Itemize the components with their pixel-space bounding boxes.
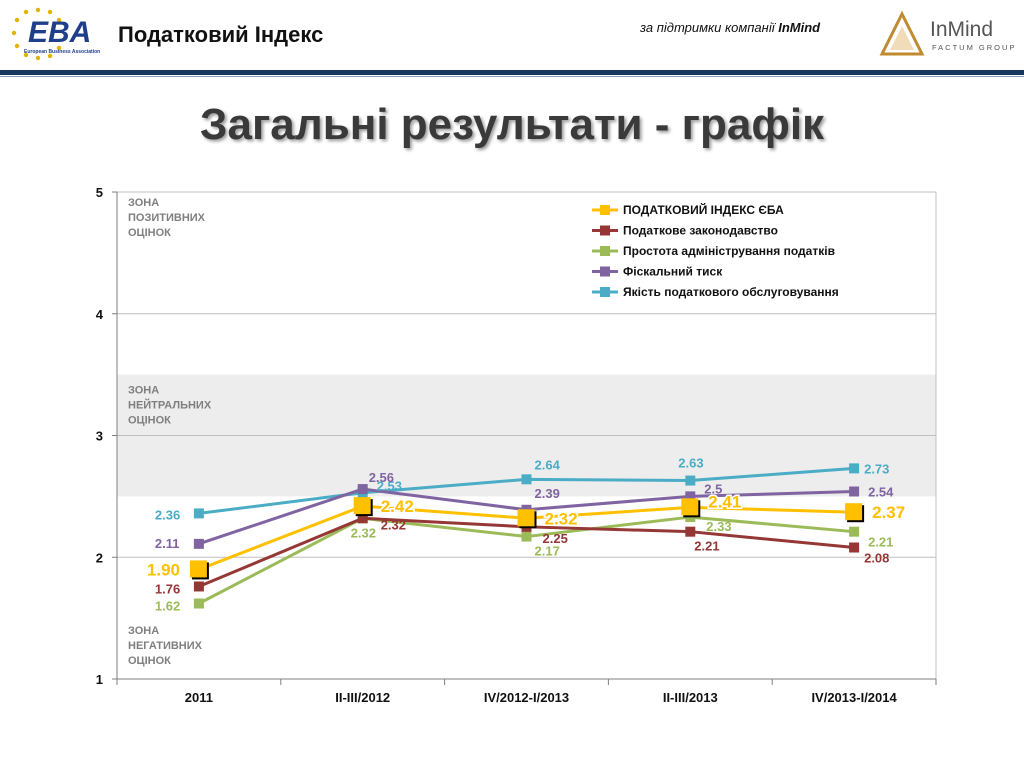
legend-label: Податкове законодавство: [623, 223, 778, 238]
inmind-logo: [878, 10, 1018, 60]
data-point: [354, 497, 371, 514]
legend-label: Якість податкового обслуговування: [623, 285, 839, 299]
data-point: [522, 474, 532, 484]
data-point: [845, 503, 862, 520]
x-tick-label: 2011: [184, 690, 214, 705]
data-label: 2.63: [678, 455, 704, 471]
y-tick-label: 1: [95, 672, 103, 687]
support-company: InMind: [778, 20, 821, 35]
data-label: 2.17: [534, 543, 560, 559]
slide-header: [0, 0, 1024, 70]
data-point: [194, 581, 204, 591]
data-label: 2.42: [380, 497, 414, 517]
data-point: [358, 484, 368, 494]
eba-logo-text: EBA: [28, 16, 92, 49]
data-label: 2.5: [704, 481, 723, 497]
data-point: [685, 476, 695, 486]
x-tick-label: II-III/2012: [335, 690, 391, 705]
legend-swatch-marker: [600, 205, 610, 215]
data-label: 2.32: [544, 509, 578, 529]
data-label: 2.56: [368, 470, 395, 486]
y-tick-label: 3: [95, 428, 103, 444]
data-label: 2.53: [376, 478, 403, 494]
line-chart: [0, 170, 1024, 715]
data-label: 2.32: [380, 517, 407, 533]
zone-label-line: ЗОНА: [128, 625, 160, 637]
data-label: 2.36: [154, 507, 181, 523]
data-point: [522, 532, 532, 542]
zone-label-line: ПОЗИТИВНИХ: [128, 212, 206, 224]
data-label: 2.64: [534, 457, 560, 473]
legend-swatch-marker: [600, 267, 610, 277]
legend-swatch-marker: [600, 287, 610, 297]
data-label: 2.37: [872, 503, 906, 523]
data-point: [849, 463, 859, 473]
eba-logo-subtext: European Business Association: [24, 49, 101, 55]
zone-label-line: НЕГАТИВНИХ: [128, 640, 202, 652]
zone-label-line: ЗОНА: [128, 197, 160, 209]
inmind-logo-text: InMind: [930, 18, 994, 41]
data-label: 2.73: [864, 461, 890, 477]
zone-label-line: ОЦІНОК: [128, 414, 171, 427]
zone-label-line: ОЦІНОК: [128, 227, 171, 239]
y-tick-label: 4: [95, 306, 103, 322]
x-tick-label: IV/2012-I/2013: [483, 690, 570, 705]
inmind-logo-subtext: FACTUM GROUP: [932, 43, 1017, 52]
data-label: 1.76: [154, 581, 181, 597]
x-tick-label: IV/2013-I/2014: [811, 690, 897, 705]
data-label: 2.39: [534, 485, 560, 501]
zone-label-line: НЕЙТРАЛЬНИХ: [128, 399, 212, 412]
legend-label: Фіскальний тиск: [623, 264, 723, 279]
legend-label: ПОДАТКОВИЙ ІНДЕКС ЄБА: [623, 203, 784, 217]
data-point: [685, 527, 695, 537]
data-label: 2.08: [864, 550, 890, 566]
data-point: [849, 487, 859, 497]
data-label: 2.11: [154, 535, 180, 551]
data-point: [194, 508, 204, 518]
data-label: 2.41: [708, 492, 742, 512]
zone-label-line: ЗОНА: [128, 384, 160, 397]
data-label: 1.90: [146, 560, 180, 580]
data-point: [194, 599, 204, 609]
data-label: 2.25: [542, 530, 568, 546]
x-tick-label: II-III/2013: [662, 690, 718, 705]
support-prefix: за підтримки компанії: [640, 20, 775, 35]
y-tick-label: 5: [95, 185, 103, 200]
data-label: 2.21: [868, 534, 894, 550]
header-rule-thin: [0, 76, 1024, 77]
data-label: 2.33: [706, 519, 732, 535]
data-label: 2.21: [694, 538, 720, 554]
data-label: 1.62: [154, 598, 181, 614]
eba-logo: [10, 6, 110, 64]
data-point: [849, 527, 859, 537]
legend-swatch-marker: [600, 246, 610, 256]
data-point: [518, 509, 535, 526]
page-title: Загальні результати - графік: [199, 100, 825, 149]
zone-label-line: ОЦІНОК: [128, 655, 171, 667]
y-tick-label: 2: [95, 550, 103, 566]
legend-swatch-marker: [600, 226, 610, 236]
data-label: 2.32: [350, 525, 377, 541]
data-point: [849, 543, 859, 553]
legend-label: Простота адміністрування податків: [623, 244, 835, 258]
data-point: [681, 498, 698, 515]
header-title: Податковий Індекс: [118, 22, 324, 47]
support-text: [640, 20, 820, 35]
data-point: [190, 560, 207, 577]
data-point: [194, 539, 204, 549]
data-label: 2.54: [868, 484, 894, 500]
header-rule: [0, 70, 1024, 75]
